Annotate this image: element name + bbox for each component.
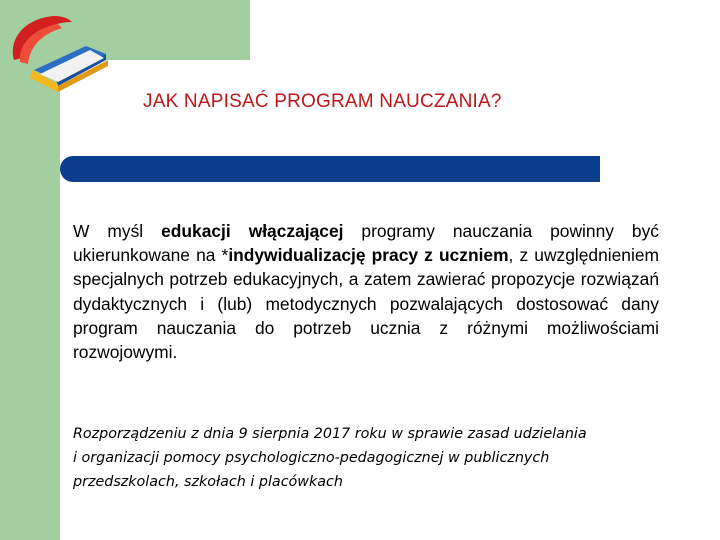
slide-title: JAK NAPISAĆ PROGRAM NAUCZANIA? bbox=[143, 91, 502, 112]
citation bbox=[73, 422, 673, 494]
book-icon bbox=[0, 0, 140, 110]
body-intro: W myśl bbox=[73, 221, 162, 241]
citation-line-2: i organizacji pomocy psychologiczno-pedagogicznej w publicznych bbox=[73, 450, 550, 466]
citation-line-3: przedszkolach, szkołach i placówkach bbox=[73, 474, 343, 490]
body-middle: programy nauczania powinny być ukierunkowane na * bbox=[73, 221, 659, 266]
body-bold-individualization: indywidualizację pracy z uczniem bbox=[228, 245, 509, 266]
body-rest: , z uwzględnieniem specjalnych potrzeb edukacyjnych, a zatem zawierać propozycje rozwiązań dydaktycznych i (lub) metodycznych pozwalających dostosować dany program nauczania do potrzeb ucznia z różnymi możliwościami rozwojowymi. bbox=[73, 245, 659, 363]
body-bold-inclusive-education: edukacji włączającej bbox=[161, 221, 344, 241]
body-paragraph bbox=[73, 219, 659, 364]
citation-line-1: Rozporządzeniu z dnia 9 sierpnia 2017 roku w sprawie zasad udzielania bbox=[73, 426, 587, 442]
divider-bar bbox=[60, 156, 600, 182]
